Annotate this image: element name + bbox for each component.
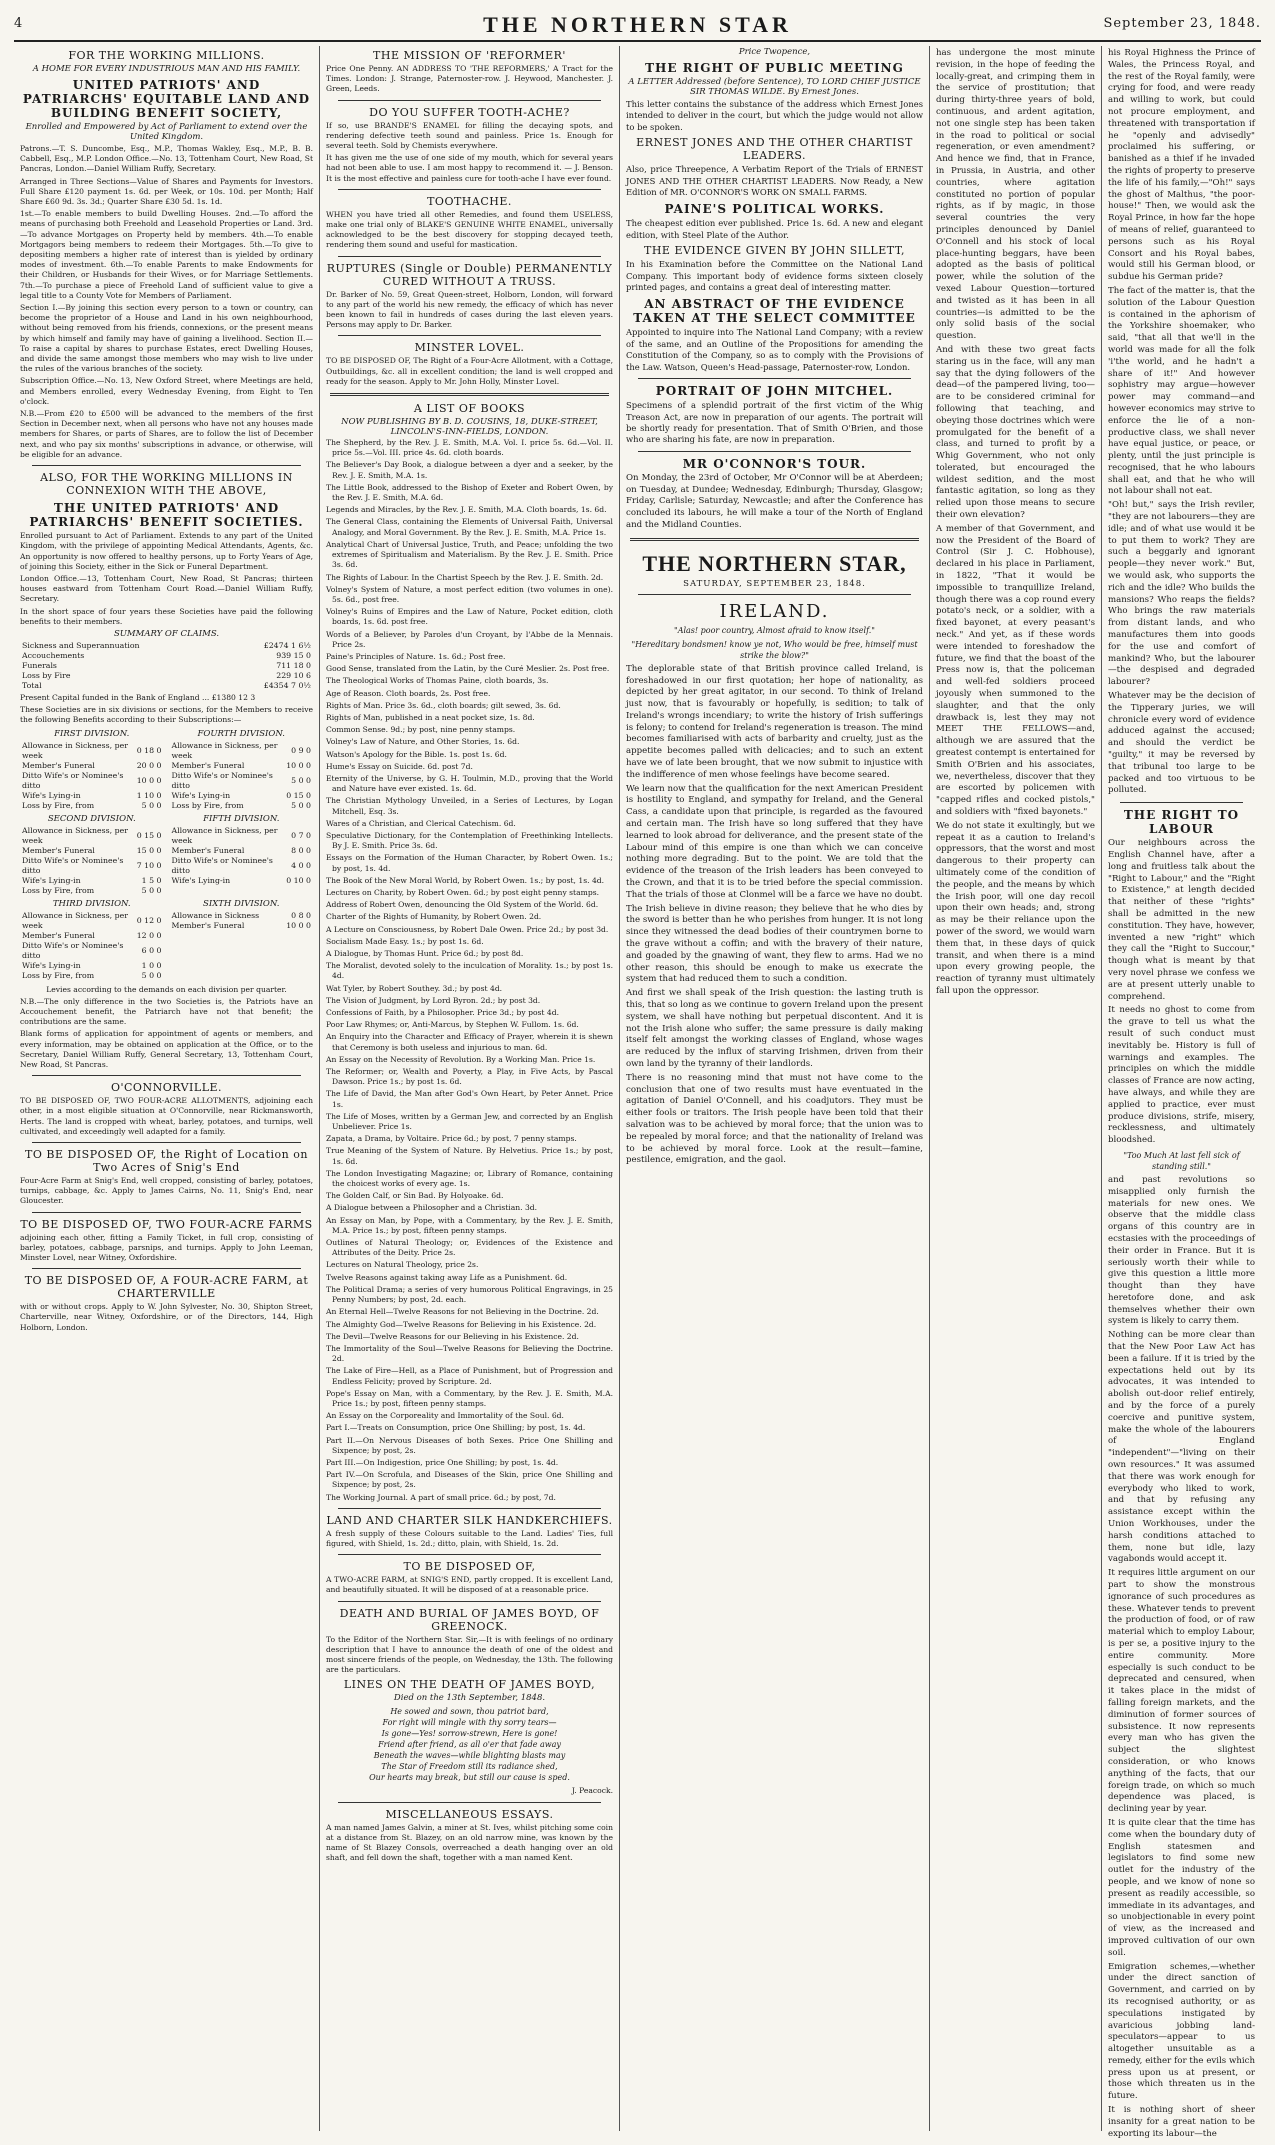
list-item: Zapata, a Drama, by Voltaire. Price 6d.; by post, 7 penny stamps. <box>326 1134 577 1144</box>
list-item: The Political Drama; a series of very humorous Political Engravings, in 25 Penny Numbers; by post, 2d. each. <box>326 1284 613 1305</box>
article-paragraph: his Royal Highness the Prince of Wales, the Princess Royal, and the rest of the Royal family, were crying for food, and were ready and willing to work, but could not procure employment, and threatened with transportation if he "openly and advisedly" proclaimed his suffering, or banished as a thief if he invaded the rights of property to preserve the life of his family,—"Oh!" says the ghost of Malthus, "the poor-house!" Then, we would ask the Royal Prince, in how far the hope of means of relief, guaranteed to persons such as his Royal Consort and his Royal babes, would still his German blood, or subdue his German pride? <box>1108 48 1255 283</box>
benefits-text: Enrolled pursuant to Act of Parliament. Extends to any part of the United Kingdom, with the privilege of appointing Medical Attendants, Agents, &c. An opportunity is now offered to healthy persons, up to Forty Years of Age, of joining this Society, either in the Sick or Funeral Department. <box>20 531 313 571</box>
list-item: Paine's Principles of Nature. 1s. 6d.; Post free. <box>326 651 506 661</box>
epigraph-2: "Hereditary bondsmen! know ye not, Who would be free, himself must strike the blow?" <box>631 639 918 660</box>
list-item: Address of Robert Owen, denouncing the Old System of the World. 6d. <box>326 900 599 910</box>
list-item: An Essay on the Necessity of Revolution. By a Working Man. Price 1s. <box>326 1054 596 1064</box>
list-item: The Little Book, addressed to the Bishop of Exeter and Robert Owen, by the Rev. J. E. Smith, M.A. 6d. <box>326 482 613 503</box>
table-row: Funerals 711 18 0 <box>22 660 311 670</box>
article-paragraph: The fact of the matter is, that the solution of the Labour Question is contained in the aphorism of the Yorkshire shoemaker, who said, "that all that we'll in the world was made for all the folk 'i'the world, and he hadn't a share of it!" And however sophistry may argue—however power may command—and however economics may strive to enforce the lie of a non-productive class, we shall never have equal justice, or peace, or plenty, until the just principle is recognised, that he who labours shall eat, and that he who will not labour shall not eat. <box>1108 285 1255 497</box>
minster-lovel-heading: MINSTER LOVEL. <box>414 341 525 355</box>
article-paragraph: We do not state it exultingly, but we repeat it as a caution to Ireland's oppressors, that the worst and most dangerous to their property can ultimately come of the condition of the people, and the means by which the Irish poor, will one day recoil upon their own heads; and, strong as may be their reliance upon the power of the sword, we would warn them that, in these days of quick transit, and when there is a mind upon every growing people, the reaction of tyranny must ultimately fall upon the oppressor. <box>936 820 1095 996</box>
oconnorville-text: TO BE DISPOSED OF, TWO FOUR-ACRE ALLOTMENTS, adjoining each other, in a most eligible situation at O'Connorville, near Rickmansworth, Herts. The land is cropped with wheat, barley, potatoes, and turnips, well cultivated, and exceedingly well adapted for a family. <box>20 1096 313 1136</box>
divisions-row-3 <box>20 898 313 983</box>
article-paragraph: has undergone the most minute revision, in the hope of feeding the locally-great, and crimping them in the service of prostitution; that during thirty-three years of bold, continuous, and ardent agitation, not one single step has been taken in the road to political or social regeneration, or even amendment? And hence we find, that in France, in Prussia, in Austria, and other countries, where agitation constituted no portion of popular rights, as if by magic, in those several countries the very principles denounced by Daniel O'Connell and his stock of local place-hunting beggars, have been adopted as the basis of political power, while the solution of the vexed Labour Question—tortured and twisted as it has been in all countries—is admitted to be the only solid basis of the social question. <box>936 48 1095 342</box>
oconnorville-heading: O'CONNORVILLE. <box>110 1081 223 1095</box>
list-item: Part II.—On Nervous Diseases of both Sexes. Price One Shilling and Sixpence; by post, 2s. <box>326 1435 613 1455</box>
article-paragraph: "Oh! but," says the Irish reviler, "they are not labourers—they are idle; and of what use would it be to put them to work? They are such a beggarly and ignorant people—they never work." But, we would ask, who supports the rich and the idle? Who builds the mansions? Who reaps the fields? Who brings the raw materials from distant lands, and who manufactures them into goods for the use and comfort of mankind? Who, but the labourer—the despised and degraded labourer? <box>1108 500 1255 688</box>
leader-date: SATURDAY, SEPTEMBER 23, 1848. <box>683 578 866 589</box>
list-item: Words of a Believer, by Paroles d'un Croyant, by l'Abbe de la Mennais. Price 2s. <box>326 629 613 649</box>
ad-heading: TO BE DISPOSED OF, the Right of Location on Two Acres of Snig's End <box>25 1147 308 1174</box>
levies-note: N.B.—The only difference in the two Societies is, the Patriots have an Accouchement benefit, the Patriarch have not that benefit; the contributions are the same. <box>20 996 313 1027</box>
list-item: Part III.—On Indigestion, price One Shilling; by post, 1s. 4d. <box>326 1457 559 1467</box>
columns <box>14 46 1261 2139</box>
minster-lovel-text: TO BE DISPOSED OF, The Right of a Four-Acre Allotment, with a Cottage, Outbuildings, &c. all in excellent condition; the land is well cropped and ready for the season. Apply to Mr. John Holly, Minster Lovel. <box>326 356 613 386</box>
epigraph-1: "Alas! poor country, Almost afraid to know itself." <box>674 625 875 635</box>
list-item: Part IV.—On Scrofula, and Diseases of the Skin, price One Shilling and Sixpence; by post, 2s. <box>326 1470 613 1490</box>
misc-heading: MISCELLANEOUS ESSAYS. <box>385 1807 554 1821</box>
trial-heading: ERNEST JONES AND THE OTHER CHARTIST LEADERS. <box>636 136 913 163</box>
division-table: Allowance in Sickness 0 8 0 Member's Funeral 10 0 0 <box>171 910 311 930</box>
list-item: Rights of Man. Price 3s. 6d., cloth boards; gilt sewed, 3s. 6d. <box>326 700 561 710</box>
column-2 <box>320 46 620 2131</box>
list-item: Charter of the Rights of Humanity, by Robert Owen. 2d. <box>326 912 542 922</box>
silk-text: A fresh supply of these Colours suitable to the Land. Ladies' Ties, full figured, with Shield, 1s. 2d.; ditto, plain, with Shield, 1s. 2d. <box>326 1528 613 1548</box>
working-millions-heading: FOR THE WORKING MILLIONS. <box>68 49 265 62</box>
list-item: Analytical Chart of Universal Justice, Truth, and Peace; unfolding the two extremes of Spiritualism and Materialism. By the Rev. J. E. Smith. Price 3s. 6d. <box>326 539 613 570</box>
list-item: The Vision of Judgment, by Lord Byron. 2d.; by post 3d. <box>326 995 541 1005</box>
list-item: The Lake of Fire—Hell, as a Place of Punishment, but of Progression and Endless Felicity; proved by Scripture. 2d. <box>326 1366 613 1386</box>
mitchel-heading: PORTRAIT OF JOHN MITCHEL. <box>655 384 894 399</box>
books-list <box>326 438 613 1503</box>
ad-text: adjoining each other, fitting a Family Ticket, in full crop, consisting of barley, potatoes, cabbage, parsnips, and turnips. Apply to John Leeman, Minster Lovel, near Witney, Oxfordshire. <box>20 1232 313 1262</box>
list-item: Eternity of the Universe, by G. H. Toulmin, M.D., proving that the World and Nature have ever existed. 1s. 6d. <box>326 773 613 794</box>
agents-text: Blank forms of application for appointment of agents or members, and every information, may be obtained on application at the Office, or to the Secretary, Daniel William Ruffy, General Secretary, 13, Tottenham Court, New Road, St Pancras. <box>20 1029 313 1069</box>
table-row: Total £4354 7 0½ <box>22 680 311 690</box>
list-item: Part I.—Treats on Consumption, price One Shilling; by post, 1s. 4d. <box>326 1423 586 1433</box>
article-paragraph: Our neighbours across the English Channel have, after a long and fruitless talk about the "Right to Labour," and the "Right to Existence," at length decided that neither of these "rights" shall be admitted in the new constitution. They have, however, invented a new "right" which they call the "Right to Succour," though what is meant by that very novel phrase we confess we are at present utterly unable to comprehend. <box>1108 838 1255 1002</box>
article-paragraph: And first we shall speak of the Irish question: the lasting truth is this, that so long as we continue to govern Ireland upon the present system, we shall have nothing but perpetual discontent. And it is not the Irish alone who suffer; the same pressure is daily making itself felt amongst the working classes of England, whose wages are reduced by the influx of starving Irishmen, driven from their own land by the tyranny of their landlords. <box>626 988 924 1069</box>
division-title: SIXTH DIVISION. <box>203 898 280 909</box>
division-title: THIRD DIVISION. <box>52 898 131 909</box>
list-item: Lectures on Natural Theology, price 2s. <box>326 1260 479 1270</box>
poem-author: J. Peacock. <box>571 1786 613 1796</box>
list-item: The Reformer; or, Wealth and Poverty, a Play, in Five Acts, by Pascal Dawson. Price 1s.; by post 1s. 6d. <box>326 1067 613 1087</box>
list-item: The London Investigating Magazine; or, Library of Romance, containing the choicest works of every age. 1s. <box>326 1168 613 1189</box>
rights-price: Price Twopence, <box>738 47 811 57</box>
capital-text: Present Capital funded in the Bank of England ... £1380 12 3 <box>20 692 256 702</box>
list-item: Good Sense, translated from the Latin, by the Curé Meslier. 2s. Post free. <box>326 664 610 674</box>
list-item: Poor Law Rhymes; or, Anti-Marcus, by Stephen W. Fullom. 1s. 6d. <box>326 1020 579 1030</box>
list-item: An Essay on Man, by Pope, with a Commentary, by the Rev. J. E. Smith, M.A. Price 1s.; by post, fifteen penny stamps. <box>326 1215 613 1235</box>
sale-heading: TO BE DISPOSED OF, <box>403 1560 536 1574</box>
claims-intro: In the short space of four years these Societies have paid the following benefits to their members. <box>20 606 313 626</box>
list-item: The Rights of Labour. In the Chartist Speech by the Rev. J. E. Smith. 2d. <box>326 572 604 582</box>
section-text: Section I.—By joining this section every person to a town or country, can become the proprietor of a House and Land in his own neighbourhood, without being removed from his friends, connexions, or the present means by which himself and family may have of gaining a livelihood. Section II.—To raise a capital by shares to purchase Estates, erect Dwelling Houses, and divide the same amongst those members who may wish to live under the rules of the various branches of the society. <box>20 303 313 374</box>
ruptures-text: Dr. Barker of No. 59, Great Queen-street, Holborn, London, will forward to any part of the world his new remedy, the efficacy of which has never been known to fail in hundreds of cases during the last eleven years. Persons may apply to Dr. Barker. <box>326 289 613 330</box>
also-heading: ALSO, FOR THE WORKING MILLIONS IN CONNEXION WITH THE ABOVE, <box>40 471 293 498</box>
list-item: The General Class, containing the Elements of Universal Faith, Universal Analogy, and Moral Government. By the Rev. J. E. Smith, M.A. Price 1s. <box>326 517 613 537</box>
list-item: The Book of the New Moral World, by Robert Owen. 1s.; by post, 1s. 4d. <box>326 875 605 885</box>
trial-text: Also, price Threepence, A Verbatim Report of the Trials of ERNEST JONES AND THE OTHER CHARTIST LEADERS. Now Ready, a New Edition of MR. O'CONNOR'S WORK ON SMALL FARMS. <box>626 164 923 198</box>
tour-heading: MR O'CONNOR'S TOUR. <box>682 456 867 471</box>
society-name: UNITED PATRIOTS' AND PATRIARCHS' EQUITABLE LAND AND BUILDING BENEFIT SOCIETY, <box>22 78 311 120</box>
list-item: Age of Reason. Cloth boards, 2s. Post free. <box>326 688 491 698</box>
list-item: Watson's Apology for the Bible. 1s. post 1s. 6d. <box>326 749 507 759</box>
list-item: The Working Journal. A part of small price. 6d.; by post, 7d. <box>326 1492 556 1502</box>
right-to-labour-heading: THE RIGHT TO LABOUR <box>1123 808 1240 837</box>
abstract-heading: AN ABSTRACT OF THE EVIDENCE TAKEN AT THE SELECT COMMITTEE <box>633 297 916 326</box>
column-1 <box>14 46 320 2131</box>
list-item: Pope's Essay on Man, with a Commentary, by the Rev. J. E. Smith, M.A. Price 1s.; by post, fifteen penny stamps. <box>326 1388 613 1408</box>
list-item: The Immortality of the Soul—Twelve Reasons for Believing the Doctrine. 2d. <box>326 1343 613 1364</box>
tour-text: On Monday, the 23rd of October, Mr O'Connor will be at Aberdeen; on Tuesday, at Dundee; Wednesday, Edinburgh; Thursday, Glasgow; Friday, Carlisle; Saturday, Newcastle; and after the Conference has concluded its labours, he will make a tour of the North of England and the Midland Counties. <box>626 472 923 530</box>
funeral-text: To the Editor of the Northern Star. Sir,—It is with feelings of no ordinary description that I have to announce the death of one of the oldest and most sincere friends of the people, on Wednesday, the 13th. The following are the particulars. <box>326 1634 613 1675</box>
column-3 <box>620 46 930 2131</box>
list-item: Essays on the Formation of the Human Character, by Robert Owen. 1s.; by post, 1s. 4d. <box>326 853 613 873</box>
paine-heading: PAINE'S POLITICAL WORKS. <box>664 202 885 217</box>
list-item: A Dialogue, by Thomas Hunt. Price 6d.; by post 8d. <box>326 949 524 958</box>
article-paragraph: Whatever may be the decision of the Tipperary juries, we will chronicle every word of evidence adduced against the accused; and should the verdict be "guilty," it may be reversed by that tribunal too large to be packed and too virtuous to be polluted. <box>1108 691 1255 796</box>
sale-text: A TWO-ACRE FARM, at SNIG'S END, partly cropped. It is excellent Land, and beautifully situated. It will be disposed of at a reasonable price. <box>326 1575 613 1595</box>
list-item: The Almighty God—Twelve Reasons for Believing in his Existence. 2d. <box>326 1319 597 1329</box>
article-paragraph: A member of that Government, and now the President of the Board of Control (Sir J. C. Hobhouse), declared in his place in Parliament, in 1822, "That it would be impossible to tranquillize Ireland, though there was a cop round every potato's neck, or a soldier, with a fixed bayonet, at every peasant's neck." And yet, as if these words were intended to foreshadow the future, we find that the boast of the Press now is, that the policeman and well-fed soldiers proceed joyously when summoned to the slaughter, and that the only drawback is, lest they may not MEET THE FELLOWS—and, although we are assured that the greatest contempt is entertained for Smith O'Brien and his associates, we, nevertheless, discover that they are escorted by policemen with "capped rifles and cocked pistols," and soldiers with "fixed bayonets." <box>936 523 1095 817</box>
abstract-text: Appointed to inquire into The National Land Company; with a review of the same, and an Outline of the Propositions for amending the Constitution of the Company, so as to comply with the Provisions of the Law. Watson, Queen's Head-passage, Paternoster-row, London. <box>626 327 923 372</box>
list-item: Volney's System of Nature, a most perfect edition (two volumes in one). 5s. 6d., post free. <box>326 584 613 604</box>
subscription-text: Subscription Office.—No. 13, New Oxford Street, where Meetings are held, and Members enrolled, every Wednesday Evening, from Eight to Ten o'clock. <box>20 376 313 406</box>
leader-title: THE NORTHERN STAR, <box>642 550 907 576</box>
list-item: Speculative Dictionary, for the Contemplation of Freethinking Intellects. By J. E. Smith. Price 3s. 6d. <box>326 830 613 851</box>
column-5 <box>1102 46 1261 2139</box>
table-row: Accouchements 939 15 0 <box>22 650 311 660</box>
list-item: The Christian Mythology Unveiled, in a Series of Lectures, by Logan Mitchell, Esq. 3s. <box>326 796 613 816</box>
list-item: An Eternal Hell—Twelve Reasons for not Believing in the Doctrine. 2d. <box>326 1307 599 1317</box>
issue-date: September 23, 1848. <box>1103 16 1261 31</box>
poem: He sowed and sown, thou patriot bard, For right will mingle with thy sorry tears— Is gone—Yes! sorrow-strewn, Here is gone! Friend after friend, as all o'er that fade away Beneath the waves—while blighting blasts may The Star of Freedom still its radiance shed, Our hearts may break, but still our cause is sped. <box>369 1707 570 1783</box>
ad-heading: TO BE DISPOSED OF, TWO FOUR-ACRE FARMS <box>20 1217 313 1231</box>
list-item: The Life of David, the Man after God's Own Heart, by Peter Annet. Price 1s. <box>326 1089 613 1109</box>
toothache-heading: TOOTHACHE. <box>427 194 512 208</box>
division-table: Allowance in Sickness, per week 0 18 0 Member's Funeral 20 0 0 Ditto Wife's or Nominee's ditto 10 0 0 Wife's Lying-in 1 10 0 Loss by Fire, from 5 0 0 <box>22 740 162 810</box>
list-item: Wares of a Christian, and Clerical Catechism. 6d. <box>326 818 516 828</box>
levies-text: Levies according to the demands on each division per quarter. <box>46 984 287 994</box>
division-table: Allowance in Sickness, per week 0 9 0 Member's Funeral 10 0 0 Ditto Wife's or Nominee's ditto 5 0 0 Wife's Lying-in 0 15 0 Loss by Fire, from 5 0 0 <box>171 740 311 810</box>
misc-text: A man named James Galvin, a miner at St. Ives, whilst pitching some coin at a distance from St. Blazey, on an old narrow mine, was known by the name of St Blazey Consols, overreached a death hanging over an old shaft, and fell down the shaft, together with a man named Kent. <box>326 1822 613 1863</box>
rights-text: This letter contains the substance of the address which Ernest Jones intended to deliver in the court, but which the judge would not allow to be spoken. <box>626 99 923 132</box>
article-paragraph: The Irish believe in divine reason; they believe that he who dies by the sword is better than he who perishes from hunger. It is not long since they witnessed the dead bodies of their countrymen borne to the grave without a coffin; and with the bravery of their nature, and goaded by the gnawing of want, they flew to arms. Had we no other reason, this should be enough to make us execrate the system that had reduced them to such a condition. <box>626 903 923 985</box>
list-item: The Moralist, devoted solely to the inculcation of Morality. 1s.; by post 1s. 4d. <box>326 961 613 981</box>
ireland-heading: IRELAND. <box>719 600 830 622</box>
divisions-row-1 <box>20 728 313 813</box>
list-item: Outlines of Natural Theology; or, Evidences of the Existence and Attributes of the Deity. Price 2s. <box>326 1238 613 1258</box>
article-paragraph: It is nothing short of sheer insanity for a great nation to be exporting its labour—the <box>1108 2105 1255 2139</box>
patrons-text: Patrons.—T. S. Duncombe, Esq., M.P., Thomas Wakley, Esq., M.P., B. B. Cabbell, Esq., M.P. London Office.—No. 13, Tottenham Court, New Road, St Pancras, London.—Daniel William Ruffy, Secretary. <box>20 144 313 174</box>
list-item: The Golden Calf, or Sin Bad. By Holyoake. 6d. <box>326 1191 504 1201</box>
labour-quote: "Too Much At last fell sick of standing still." <box>1123 1150 1240 1171</box>
list-item: Volney's Ruins of Empires and the Law of Nature, Pocket edition, cloth boards, 1s. 6d. post free. <box>326 607 613 627</box>
division-title: FIFTH DIVISION. <box>203 813 280 824</box>
article-paragraph: The deplorable state of that British province called Ireland, is foreshadowed in our first quotation; her hope of nationality, as depicted by her great agitator, in our second. To think of Ireland just now, that is favourably or hopefully, is sedition; to talk of Ireland's wrongs incendiary; to write the history of Irish sufferings is felony; to contend for Ireland's regeneration is treason. The mind becomes familiarised with acts of barbarity and cruelty, just as the appetite becomes palled with delicacies; and to such an extent have we of late been brought, that we now submit to injustice with the indifference of men whose feelings have become seared. <box>626 663 923 780</box>
list-item: The Devil—Twelve Reasons for our Believing in his Existence. 2d. <box>326 1331 579 1341</box>
article-paragraph: It is quite clear that the time has come when the boundary duty of English statesmen and legislators to find some new outlet for the industry of the people, and we know of none so present as readily accessible, so immediate in its advantages, and so unobjectionable in every point of view, as the increased and improved cultivation of our own soil. <box>1108 1817 1255 1958</box>
list-item: Wat Tyler, by Robert Southey. 3d.; by post 4d. <box>326 983 503 993</box>
benefit-societies-name: THE UNITED PATRIOTS' AND PATRIARCHS' BENEFIT SOCIETIES. <box>29 501 304 530</box>
masthead <box>14 10 1261 42</box>
article-paragraph: And with these two great facts staring us in the face, will any man say that the dying followers of the dead—of the pampered living, too—are to be considered criminal for following that teaching, and obeying those doctrines which were promulgated for the benefit of a class, and turned to profit by a Whig Government, who not only tolerated, but encouraged the wildest sedition, and the most fantastic agitation, so long as they relied upon those means to secure their own elevation? <box>936 344 1095 521</box>
ruptures-heading: RUPTURES (Single or Double) PERMANENTLY CURED WITHOUT A TRUSS. <box>326 261 613 288</box>
ad-text: with or without crops. Apply to W. John Sylvester, No. 30, Shipton Street, Charterville, near Witney, Oxfordshire, or of the Directors, 144, High Holborn, London. <box>20 1302 313 1332</box>
paine-text: The cheapest edition ever published. Price 1s. 6d. A new and elegant edition, with Steel Plate of the Author. <box>626 218 923 240</box>
list-item: Volney's Law of Nature, and Other Stories, 1s. 6d. <box>326 737 520 747</box>
shares-text: Arranged in Three Sections—Value of Shares and Payments for Investors. Full Share £120 payment 1s. 6d. per Week, or 10s. 10d. per Month; Half Share £60 9d. 3s. 3d.; Quarter Share £30 5d. 1s. 1d. <box>20 176 313 207</box>
list-item: An Enquiry into the Character and Efficacy of Prayer, wherein it is shewn that Ceremony is both useless and injurious to man. 6d. <box>326 1032 613 1052</box>
claims-table <box>20 641 313 691</box>
evidence-heading: THE EVIDENCE GIVEN BY JOHN SILLETT, <box>644 244 905 258</box>
list-item: True Meaning of the System of Nature. By Helvetius. Price 1s.; by post, 1s. 6d. <box>326 1146 613 1166</box>
ad-text: Four-Acre Farm at Snig's End, well cropped, consisting of barley, potatoes, turnips, cabbage, &c. Apply to James Cairns, No. 11, Snig's End, near Gloucester. <box>20 1175 313 1206</box>
poem-sub: Died on the 13th September, 1848. <box>393 1693 546 1704</box>
enrolled-note: Enrolled and Empowered by Act of Parliament to extend over the United Kingdom. <box>25 122 308 142</box>
division-title: FIRST DIVISION. <box>54 728 130 739</box>
tooth-ad-text: If so, use BRANDE'S ENAMEL for filling the decaying spots, and rendering defective teeth sound and painless. Price 1s. Enough for several teeth. Sold by Chemists everywhere. <box>326 120 613 151</box>
list-item: Lectures on Charity, by Robert Owen. 6d.; by post eight penny stamps. <box>326 887 599 897</box>
london-office-text: London Office.—13, Tottenham Court, New Road, St Pancras; thirteen houses eastward from Tottenham Court Road.—Daniel William Ruffy, Secretary. <box>20 573 313 604</box>
silk-heading: LAND AND CHARTER SILK HANDKERCHIEFS. <box>326 1513 613 1527</box>
article-paragraph: There is no reasoning mind that must not have come to the conclusion that one of two results must have eventuated in the agitation of Daniel O'Connell, and his coadjutors. They must be either fools or traitors. The Irish people have been told that their salvation was to be achieved by moral force; that the union was to be repealed by moral force; and that the nationality of Ireland was to be achieved by moral force. Look at the result—famine, pestilence, emigration, and the gaol. <box>626 1072 923 1166</box>
division-title: FOURTH DIVISION. <box>197 728 285 739</box>
home-subheading: A HOME FOR EVERY INDUSTRIOUS MAN AND HIS FAMILY. <box>32 64 301 74</box>
list-item: The Theological Works of Thomas Paine, cloth boards, 3s. <box>326 676 549 686</box>
poem-title: LINES ON THE DEATH OF JAMES BOYD, <box>343 1678 596 1692</box>
reformer-heading: THE MISSION OF 'REFORMER' <box>373 49 566 62</box>
list-item: Twelve Reasons against taking away Life as a Punishment. 6d. <box>326 1272 568 1282</box>
list-item: Common Sense. 9d.; by post, nine penny stamps. <box>326 725 516 735</box>
article-paragraph: We learn now that the qualification for the next American President is hostility to England, and sympathy for Ireland, and the General Cass, a candidate upon that principle, is regarded as the favoured and certain man. The Irish have so long suffered that they have learned to look abroad for deliverance, and the present state of the Labour mind of this empire is one than which we can conceive nothing more degrading. But to the point. We are told that the evidence of the treason of the Irish leaders has been conveyed to the Crown, and that it is to be tried before the special commission. That the trials of those at Clonmel will be a farce we have no doubt. <box>626 783 923 900</box>
evidence-text: In his Examination before the Committee on the National Land Company. This important body of evidence forms sixteen closely printed pages, and contains a great deal of interesting matter. <box>626 259 923 293</box>
divisions-row-2 <box>20 813 313 898</box>
column-4 <box>930 46 1102 2131</box>
mitchel-text: Specimens of a splendid portrait of the first victim of the Whig Treason Act, are now in preparation of our agents. The portrait will be shortly ready for presentation. That of Smith O'Brien, and those who are sharing his fate, are now in preparation. <box>626 400 923 445</box>
list-item: A Dialogue between a Philosopher and a Christian. 3d. <box>326 1203 538 1213</box>
article-paragraph: and past revolutions so misapplied only furnish the materials for new ones. We observe that the middle class organs of this country are in ecstasies with the proceedings of their order in France. But it is seriously worth their while to give this question a little more thought than they have heretofore done, and ask themselves whether their own system is likely to carry them. <box>1108 1174 1255 1327</box>
list-item: Rights of Man, published in a neat pocket size, 1s. 8d. <box>326 712 535 722</box>
division-title: SECOND DIVISION. <box>47 813 136 824</box>
toothache-text: WHEN you have tried all other Remedies, and found them USELESS, make one trial only of BLAKE'S GENUINE WHITE ENAMEL, universally acknowledged to be the best discovery for stopping decayed teeth, rendering them sound and useful for mastication. <box>326 209 613 250</box>
reformer-text: Price One Penny. AN ADDRESS TO 'THE REFORMERS,' A Tract for the Times. London: J. Strange, Paternoster-row. J. Heywood, Manchester. J. Green, Leeds. <box>326 64 613 94</box>
list-item: An Essay on the Corporeality and Immortality of the Soul. 6d. <box>326 1411 564 1421</box>
page-number: 4 <box>14 16 23 31</box>
rights-heading: THE RIGHT OF PUBLIC MEETING <box>645 61 904 75</box>
list-item: Socialism Made Easy. 1s.; by post 1s. 6d. <box>326 936 484 946</box>
list-item: Legends and Miracles, by the Rev. J. E. Smith, M.A. Cloth boards, 1s. 6d. <box>326 505 607 515</box>
list-item: The Life of Moses, written by a German Jew, and corrected by an English Unbeliever. Price 1s. <box>326 1111 613 1132</box>
division-table: Allowance in Sickness, per week 0 7 0 Member's Funeral 8 0 0 Ditto Wife's or Nominee's ditto 4 0 0 Wife's Lying-in 0 10 0 <box>171 825 311 885</box>
article-paragraph: It needs no ghost to come from the grave to tell us what the result of such conduct must inevitably be. History is full of warnings and examples. The principles on which the middle classes of France are now acting, have always, and while they are applied to practice, ever must produce divisions, strife, misery, recklessness, and ultimately bloodshed. <box>1108 1005 1255 1146</box>
list-item: The Believer's Day Book, a dialogue between a dyer and a seeker, by the Rev. J. E. Smith, M.A. 1s. <box>326 460 613 480</box>
claims-heading: SUMMARY OF CLAIMS. <box>113 628 220 639</box>
table-row: Sickness and Superannuation £2474 1 6½ <box>22 640 311 650</box>
division-table: Allowance in Sickness, per week 0 15 0 Member's Funeral 15 0 0 Ditto Wife's or Nominee's ditto 7 10 0 Wife's Lying-in 1 5 0 Loss by Fire, from 5 0 0 <box>22 825 162 895</box>
ad-heading: TO BE DISPOSED OF, A FOUR-ACRE FARM, at CHARTERVILLE <box>24 1274 309 1301</box>
testimonials: It has given me the use of one side of my mouth, which for several years had not been able to use. I am most happy to recommend it. — J. Benson. It is the most effective and painless cure for tooth-ache I have ever found. <box>326 153 613 183</box>
list-item: Hume's Essay on Suicide. 6d. post 7d. <box>326 761 473 771</box>
article-paragraph: It requires little argument on our part to show the monstrous ignorance of such procedures as these. Whatever tends to prevent the production of food, or of raw material which to employ Labour, is per se, a positive injury to the entire community. More especially is such conduct to be deprecated and censured, when it takes place in the midst of falling foreign markets, and the diminution of former sources of subsistence. It now represents every man who has given the subject the slightest consideration, or who knows anything of the facts, that our foreign trade, on which so much dependence was placed, is declining year by year. <box>1108 1568 1255 1815</box>
books-publisher: NOW PUBLISHING BY B. D. COUSINS, 18, DUKE-STREET, LINCOLN'S-INN-FIELDS, LONDON. <box>341 417 598 438</box>
newspaper-title: THE NORTHERN STAR <box>483 12 792 37</box>
books-heading: A LIST OF BOOKS <box>413 402 526 416</box>
list-item: A Lecture on Consciousness, by Robert Dale Owen. Price 2d.; by post 3d. <box>326 924 609 934</box>
funeral-heading: DEATH AND BURIAL OF JAMES BOYD, OF GREENOCK. <box>339 1606 600 1633</box>
article-paragraph: Nothing can be more clear than that the New Poor Law Act has been a failure. If it is tried by the expectations held out by its advocates, it was intended to abolish out-door relief entirely, and by the force of a purely coercive and punitive system, make the whole of the labourers of England "independent"—"living on their own resources." It was assumed that there was work enough for everybody who liked to work, and that by refusing any assistance except within the Union Workhouses, under the harsh conditions attached to them, none but idle, lazy vagabonds would accept it. <box>1108 1330 1255 1565</box>
objects-text: 1st.—To enable members to build Dwelling Houses. 2nd.—To afford the means of purchasing both Freehold and Leasehold Properties or Land. 3rd.—To advance Mortgages on Property held by members. 4th.—To enable Mortgagors being members to redeem their Mortgages. 5th.—To give to depositing members a higher rate of interest than is yielded by ordinary modes of investment. 6th.—To enable Parents to make Endowments for their Children, or Husbands for their Wives, or for Marriage Settlements. 7th.—To purchase a piece of Freehold Land of sufficient value to give a legal title to a County Vote for Members of Parliament. <box>20 209 313 300</box>
rights-sub: A LETTER Addressed (before Sentence), TO LORD CHIEF JUSTICE SIR THOMAS WILDE. By Ernest Jones. <box>628 77 921 97</box>
article-paragraph: Emigration schemes,—whether under the direct sanction of Government, and carried on by its recognised authority, or as speculations instigated by avaricious jobbing land-speculators—appear to us altogether unsuitable as a remedy, either for the evils which press upon us at present, or those which threaten us in the future. <box>1108 1961 1255 2102</box>
list-item: The Shepherd, by the Rev. J. E. Smith, M.A. Vol. I. price 5s. 6d.—Vol. II. price 5s.—Vol. III. price 4s. 6d. cloth boards. <box>326 438 613 458</box>
tooth-ad-heading: DO YOU SUFFER TOOTH-ACHE? <box>369 105 570 119</box>
division-table: Allowance in Sickness, per week 0 12 0 Member's Funeral 12 0 0 Ditto Wife's or Nominee's ditto 6 0 0 Wife's Lying-in 1 0 0 Loss by Fire, from 5 0 0 <box>22 910 162 980</box>
nb-text: N.B.—From £20 to £500 will be advanced to the members of the first Section in December next, when all persons who have not any houses made members for Shares, or parts of Shares, are to follow the list of December next, and who pay six months' subscriptions in advance, or otherwise, will be eligible for an advance. <box>20 409 313 459</box>
list-item: Confessions of Faith, by a Philosopher. Price 3d.; by post 4d. <box>326 1008 559 1018</box>
table-row: Loss by Fire 229 10 6 <box>22 670 311 680</box>
sections-note: These Societies are in six divisions or sections, for the Members to receive the following Benefits according to their Subscriptions:— <box>20 705 313 725</box>
